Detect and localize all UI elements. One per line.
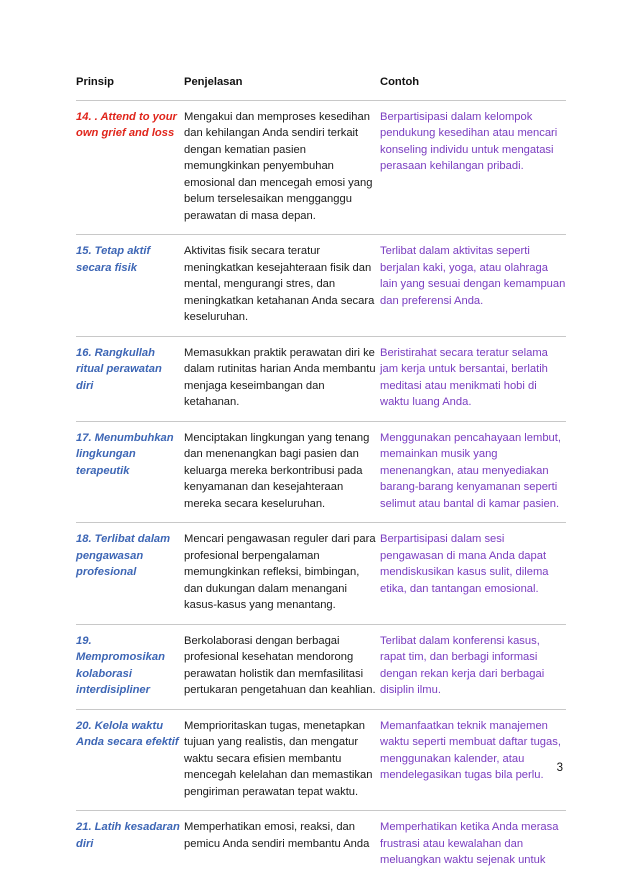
principle-cell: 16. Rangkullah ritual perawatan diri	[76, 346, 162, 392]
table-row	[76, 243, 566, 337]
explanation-cell: Berkolaborasi dengan berbagai profesional kesehatan mendorong perawatan holistik dan memfasilitasi pertukaran pengetahuan dan keahlian.	[184, 634, 376, 696]
table-row	[76, 531, 566, 625]
example-cell: Berpartisipasi dalam sesi pengawasan di mana Anda dapat mendiskusikan kasus sulit, dilema etika, dan tantangan emosional.	[380, 533, 549, 595]
example-cell: Terlibat dalam konferensi kasus, rapat tim, dan berbagi informasi dengan rekan kerja dari berbagai disiplin ilmu.	[380, 634, 545, 696]
principle-cell: 15. Tetap aktif secara fisik	[76, 245, 151, 274]
table-row	[76, 633, 566, 710]
explanation-cell: Mencari pengawasan reguler dari para profesional berpengalaman memungkinkan refleksi, bimbingan, dan dukungan dalam menangani kasus-kasus yang menantang.	[184, 533, 376, 611]
explanation-cell: Memprioritaskan tugas, menetapkan tujuan yang realistis, dan mengatur waktu secara efisien membantu mencegah kelelahan dan memastikan pengiriman perawatan tepat waktu.	[184, 719, 373, 798]
explanation-cell: Memasukkan praktik perawatan diri ke dalam rutinitas harian Anda membantu menjaga keseimbangan dan ketahanan.	[184, 346, 376, 408]
header-prinsip: Prinsip	[76, 76, 114, 88]
principles-table	[76, 74, 566, 887]
explanation-cell: Mengakui dan memproses kesedihan dan kehilangan Anda sendiri terkait dengan kematian pasien memungkinkan penyembuhan emosional dan mencegah emosi yang belum terselesaikan mengganggu perawatan di masa depan.	[184, 110, 373, 222]
example-cell: Memanfaatkan teknik manajemen waktu seperti membuat daftar tugas, menggunakan kalender, atau mendelegasikan tugas bila perlu.	[380, 719, 561, 781]
table-row	[76, 718, 566, 812]
explanation-cell: Menciptakan lingkungan yang tenang dan menenangkan bagi pasien dan keluarga mereka berkontribusi pada kenyamanan dan kesejahteraan mereka secara keseluruhan.	[184, 431, 370, 510]
page-number: 3	[556, 762, 563, 774]
principle-cell: 20. Kelola waktu Anda secara efektif	[76, 719, 179, 748]
table-row	[76, 430, 566, 524]
principle-cell: 19. Mempromosikan kolaborasi interdisipliner	[76, 634, 165, 696]
example-cell: Beristirahat secara teratur selama jam kerja untuk bersantai, berlatih meditasi atau menikmati hobi di waktu luang Anda.	[380, 346, 548, 408]
header-penjelasan: Penjelasan	[184, 76, 243, 88]
principle-cell: 14. . Attend to your own grief and loss	[76, 110, 177, 139]
header-contoh: Contoh	[380, 76, 420, 88]
example-cell: Berpartisipasi dalam kelompok pendukung kesedihan atau mencari konseling individu untuk mengatasi perasaan kehilangan pribadi.	[380, 110, 558, 172]
principle-cell: 21. Latih kesadaran diri	[76, 821, 180, 850]
example-cell: Memperhatikan ketika Anda merasa frustrasi atau kewalahan dan meluangkan waktu sejenak untuk	[380, 821, 559, 866]
principle-cell: 17. Menumbuhkan lingkungan terapeutik	[76, 431, 174, 477]
example-cell: Terlibat dalam aktivitas seperti berjalan kaki, yoga, atau olahraga lain yang sesuai dengan kemampuan dan preferensi Anda.	[380, 245, 566, 307]
explanation-cell: Aktivitas fisik secara teratur meningkatkan kesejahteraan fisik dan mental, mengurangi stres, dan meningkatkan ketahanan Anda secara keseluruhan.	[184, 245, 375, 323]
example-cell: Menggunakan pencahayaan lembut, memainkan musik yang menenangkan, atau menyediakan barang-barang kenyamanan seperti selimut atau bantal di kamar pasien.	[380, 431, 561, 510]
principle-cell: 18. Terlibat dalam pengawasan profesional	[76, 533, 171, 578]
table-row	[76, 819, 566, 879]
table-header	[76, 74, 566, 101]
table-row	[76, 109, 566, 236]
explanation-cell: Memperhatikan emosi, reaksi, dan pemicu Anda sendiri membantu Anda	[184, 821, 370, 850]
table-row	[76, 345, 566, 422]
